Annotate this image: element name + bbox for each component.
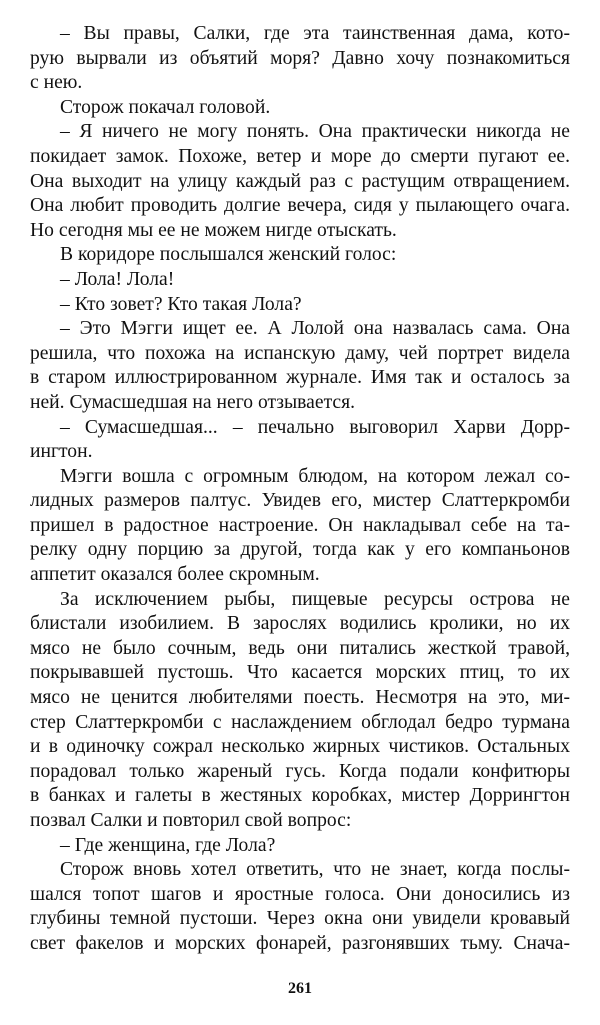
text-line: и в одиночку сожрал несколько жирных чистиков. Остальных <box>30 736 570 758</box>
text-line: покидает замок. Похоже, ветер и море до смерти пугают ее. <box>30 145 570 167</box>
text-line: – Сумасшедшая... – печально выговорил Харви Дорр- <box>60 416 570 438</box>
text-line: в старом иллюстрированном журнале. Имя так и осталось за <box>30 367 570 389</box>
text-line: шался топот шагов и яростные голоса. Они доносились из <box>30 883 570 905</box>
text-line: с нею. <box>30 72 83 94</box>
text-line: мясо не ценится любителями поесть. Несмотря на это, ми- <box>30 687 570 709</box>
text-line: – Это Мэгги ищет ее. А Лолой она назвалась сама. Она <box>60 318 570 340</box>
page-number: 261 <box>288 980 312 997</box>
text-line: – Я ничего не могу понять. Она практически никогда не <box>60 121 570 143</box>
text-line: пришел в радостное настроение. Он накладывал себе на та- <box>30 514 570 536</box>
text-line: В коридоре послышался женский голос: <box>60 244 397 266</box>
text-line: блистали изобилием. В зарослях водились кролики, но их <box>30 613 570 635</box>
text-line: рую вырвали из объятий моря? Давно хочу познакомиться <box>30 47 570 69</box>
text-line: Она любит проводить долгие вечера, сидя у пылающего очага. <box>30 195 570 217</box>
text-line: порадовал только жареный гусь. Когда подали конфитюры <box>30 760 570 782</box>
text-line: Сторож вновь хотел ответить, что не знает, когда послы- <box>60 859 570 881</box>
text-line: свет факелов и морских фонарей, разгонявших тьму. Снача- <box>30 932 570 954</box>
text-line: релку одну порцию за другой, тогда как у его компаньонов <box>30 539 570 561</box>
text-line: – Вы правы, Салки, где эта таинственная дама, кото- <box>60 23 570 44</box>
text-line: Мэгги вошла с огромным блюдом, на котором лежал со- <box>60 465 570 487</box>
text-line: позвал Салки и повторил свой вопрос: <box>30 810 352 831</box>
text-line: стер Слаттеркромби с наслаждением обглодал бедро турмана <box>30 711 570 733</box>
body-text <box>30 22 570 957</box>
text-line: – Где женщина, где Лола? <box>60 834 276 856</box>
text-line: аппетит оказался более скромным. <box>30 564 320 586</box>
text-line: Сторож покачал головой. <box>60 96 271 118</box>
text-line: ингтон. <box>30 441 93 463</box>
text-line: За исключением рыбы, пищевые ресурсы острова не <box>60 588 570 610</box>
text-line: ней. Сумасшедшая на него отзывается. <box>30 391 355 413</box>
text-line: – Кто зовет? Кто такая Лола? <box>60 293 302 315</box>
text-line: решила, что похожа на испанскую даму, чей портрет видела <box>30 342 570 364</box>
text-line: мясо не было сочным, ведь они питались жесткой травой, <box>30 637 570 659</box>
text-line: покрывавшей пустошь. Что касается морских птиц, то их <box>30 662 570 684</box>
text-line: Она выходит на улицу каждый раз с растущим отвращением. <box>30 170 570 192</box>
text-line: в банках и галеты в жестяных коробках, мистер Доррингтон <box>30 785 570 807</box>
text-line: Но сегодня мы ее не можем нигде отыскать. <box>30 219 397 241</box>
text-line: – Лола! Лола! <box>60 268 175 290</box>
text-line: глубины темной пустоши. Через окна они увидели кровавый <box>30 908 570 930</box>
text-line: лидных размеров палтус. Увидев его, мистер Слаттеркромби <box>30 490 570 512</box>
